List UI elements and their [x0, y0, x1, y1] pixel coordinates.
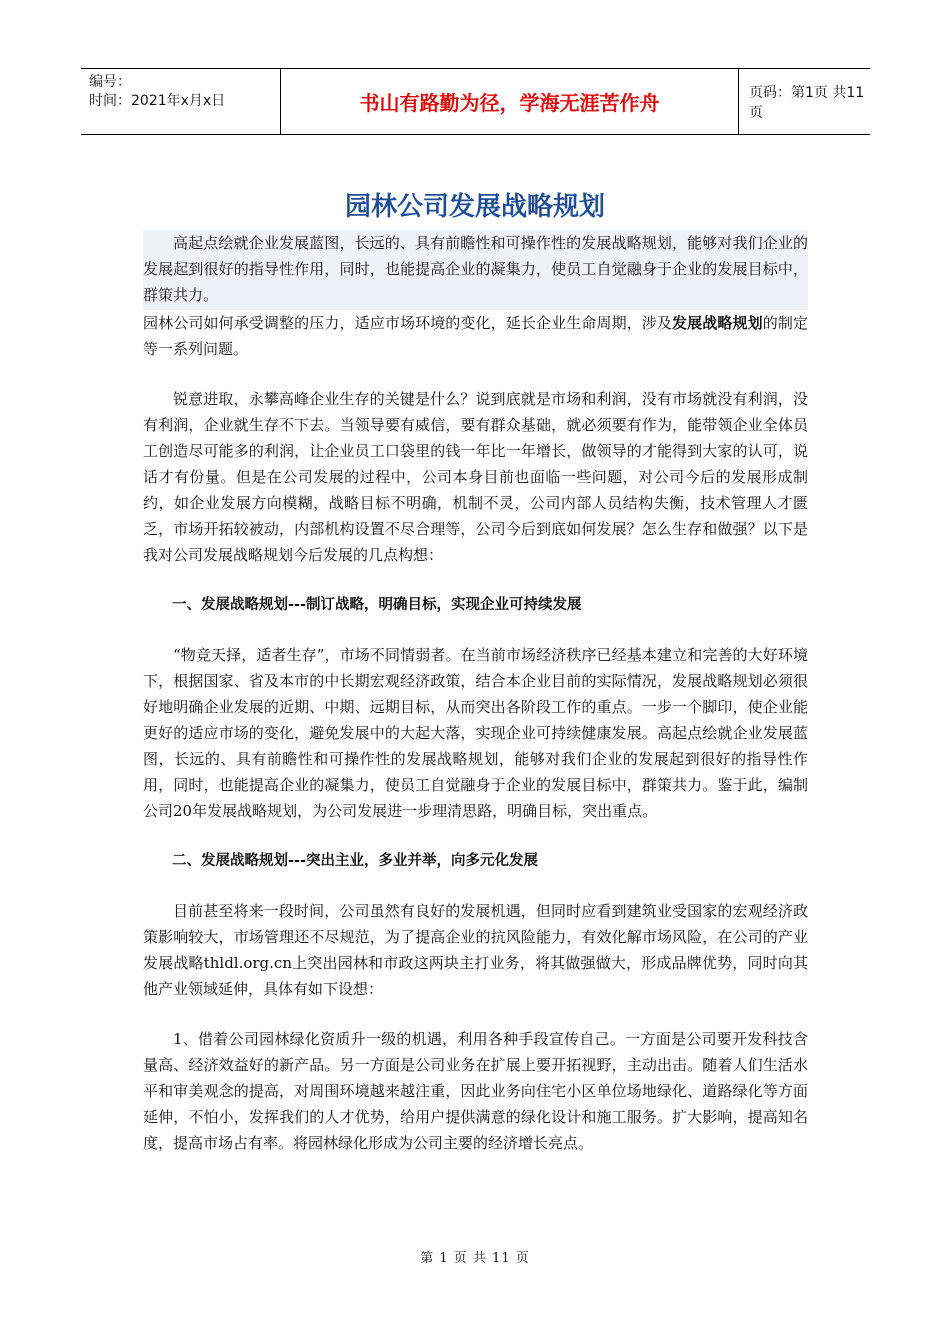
paragraph-4: 1、借着公司园林绿化资质升一级的机遇，利用各种手段宣传自己。一方面是公司要开发科技含量高、经济效益好的新产品。另一方面是公司业务在扩展上要开拓视野，主动出击。随着人们生活水平和审美观念的提高，对周围环境越来越注重，因此业务向住宅小区单位场地绿化、道路绿化等方面延伸，不怕小，发挥我们的人才优势，给用户提供满意的绿化设计和施工服务。扩大影响，提高知名度，提高市场占有率。将园林绿化形成为公司主要的经济增长亮点。: [143, 1030, 808, 1152]
paragraph-3: 目前甚至将来一段时间，公司虽然有良好的发展机遇，但同时应看到建筑业受国家的宏观经济政策影响较大，市场管理还不尽规范，为了提高企业的抗风险能力，有效化解市场风险，在公司的产业发展战略thldl.org.cn上突出园林和市政这两块主打业务，将其做强做大，形成品牌优势，同时向其他产业领域延伸，具体有如下设想：: [143, 902, 808, 998]
paragraph-1: 锐意进取，永攀高峰企业生存的关键是什么？说到底就是市场和利润，没有市场就没有利润，没有利润，企业就生存不下去。当领导要有威信，要有群众基础，就必须要有作为，能带领企业全体员工创造尽可能多的利润，让企业员工口袋里的钱一年比一年增长，做领导的才能得到大家的认可，说话才有份量。但是在公司发展的过程中，公司本身目前也面临一些问题，对公司今后的发展形成制约，如企业发展方向模糊，战略目标不明确，机制不灵，公司内部人员结构失衡，技术管理人才匮乏，市场开拓较被动，内部机构设置不尽合理等，公司今后到底如何发展？怎么生存和做强？以下是我对公司发展战略规划今后发展的几点构想：: [143, 390, 808, 564]
header-motto: 书山有路勤为径，学海无涯苦作舟: [280, 69, 739, 134]
section-heading-1: 一、发展战略规划---制订战略，明确目标，实现企业可持续发展: [172, 597, 582, 613]
intro-text-end: 的制定等一系列问题。: [143, 314, 808, 358]
intro-text: 园林公司如何承受调整的压力，适应市场环境的变化，延长企业生命周期，涉及: [143, 314, 673, 332]
number-label: 编号：: [89, 74, 131, 90]
section-heading-2: 二、发展战略规划---突出主业，多业并举，向多元化发展: [172, 853, 539, 869]
intro-paragraph-2: [143, 310, 808, 362]
intro-keyword-link[interactable]: 发展战略规划: [672, 314, 763, 332]
time-label: 时间：2021年x月x日: [89, 93, 226, 109]
intro-highlight: [143, 230, 808, 310]
header-page-info: 页码：第1页 共11页: [749, 84, 865, 121]
document-title: 园林公司发展战略规划: [344, 192, 605, 222]
page-header: [81, 68, 870, 135]
paragraph-2: “物竞天择，适者生存”，市场不同情弱者。在当前市场经济秩序已经基本建立和完善的大好环境下，根据国家、省及本市的中长期宏观经济政策，结合本企业目前的实际情况，发展战略规划必须很好地明确企业发展的近期、中期、远期目标，从而突出各阶段工作的重点。一步一个脚印，使企业能更好的适应市场的变化，避免发展中的大起大落，实现企业可持续健康发展。高起点绘就企业发展蓝图，长远的、具有前瞻性和可操作性的发展战略规划，能够对我们企业的发展起到很好的指导性作用，同时，也能提高企业的凝集力，使员工自觉融身于企业的发展目标中，群策共力。鉴于此，编制公司20年发展战略规划，为公司发展进一步理清思路，明确目标，突出重点。: [143, 646, 808, 820]
intro-paragraph: 高起点绘就企业发展蓝图，长远的、具有前瞻性和可操作性的发展战略规划，能够对我们企业的发展起到很好的指导性作用，同时，也能提高企业的凝集力，使员工自觉融身于企业的发展目标中，群策共力。: [143, 234, 808, 304]
page-footer: 第 1 页 共 11 页: [420, 1251, 530, 1266]
document-body: [143, 230, 808, 1156]
header-meta: [89, 73, 225, 111]
